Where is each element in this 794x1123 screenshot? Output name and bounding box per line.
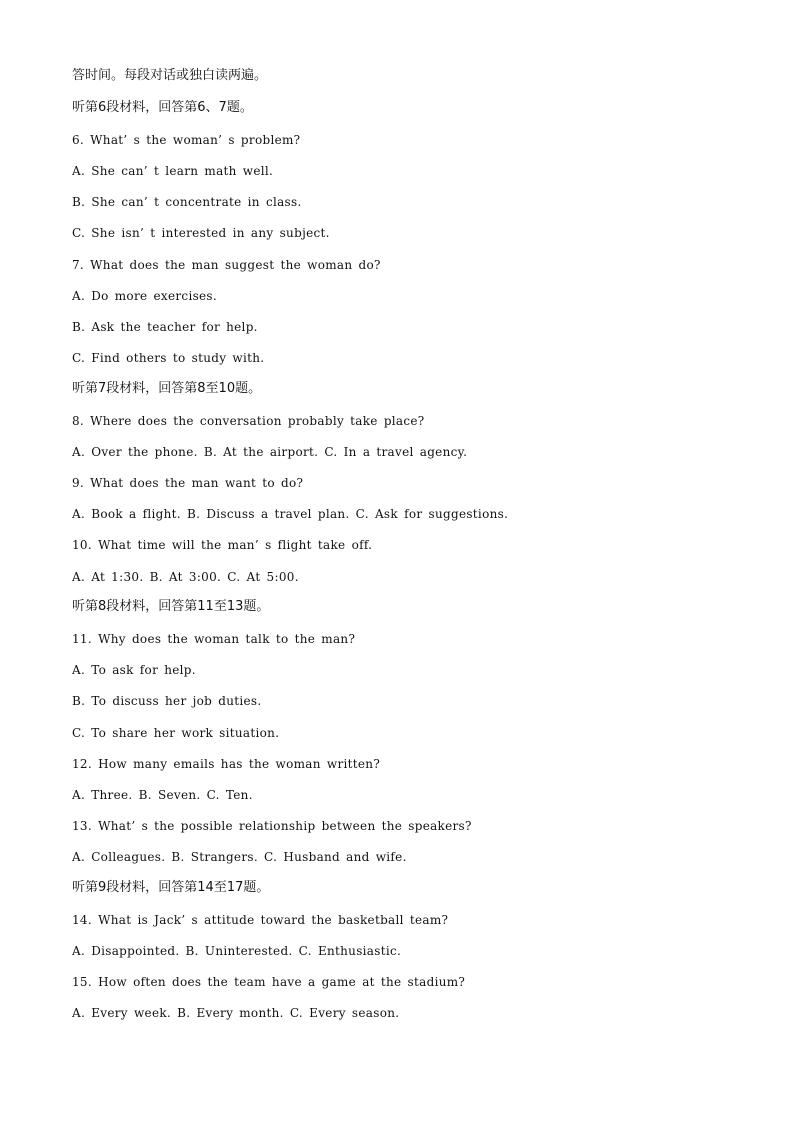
question-7-option-a: A. Do more exercises. — [72, 289, 218, 303]
question-12: 12. How many emails has the woman written? — [72, 757, 381, 771]
question-7-option-c: C. Find others to study with. — [72, 351, 265, 365]
question-9: 9. What does the man want to do? — [72, 476, 304, 490]
question-14: 14. What is Jack’ s attitude toward the basketball team? — [72, 913, 449, 927]
section-heading-7: 听第7段材料，回答第8至10题。 — [72, 381, 262, 396]
question-8: 8. Where does the conversation probably take place? — [72, 414, 425, 428]
question-7-option-b: B. Ask the teacher for help. — [72, 320, 258, 334]
question-12-options: A. Three. B. Seven. C. Ten. — [72, 788, 253, 802]
question-6-option-c: C. She isn’ t interested in any subject. — [72, 226, 330, 240]
question-15-options: A. Every week. B. Every month. C. Every season. — [72, 1006, 400, 1020]
question-6: 6. What’ s the woman’ s problem? — [72, 133, 301, 147]
question-6-option-a: A. She can’ t learn math well. — [72, 164, 274, 178]
question-7: 7. What does the man suggest the woman do? — [72, 258, 381, 272]
question-13-options: A. Colleagues. B. Strangers. C. Husband and wife. — [72, 850, 407, 864]
question-10: 10. What time will the man’ s flight take off. — [72, 538, 373, 552]
question-15: 15. How often does the team have a game at the stadium? — [72, 975, 466, 989]
question-11-option-b: B. To discuss her job duties. — [72, 694, 262, 708]
question-10-options: A. At 1:30. B. At 3:00. C. At 5:00. — [72, 570, 299, 584]
question-13: 13. What’ s the possible relationship between the speakers? — [72, 819, 472, 833]
question-8-options: A. Over the phone. B. At the airport. C. In a travel agency. — [72, 445, 468, 459]
section-heading-9: 听第9段材料，回答第14至17题。 — [72, 880, 270, 895]
question-11: 11. Why does the woman talk to the man? — [72, 632, 356, 646]
section-heading-8: 听第8段材料，回答第11至13题。 — [72, 599, 270, 614]
question-11-option-a: A. To ask for help. — [72, 663, 196, 677]
question-9-options: A. Book a flight. B. Discuss a travel plan. C. Ask for suggestions. — [72, 507, 509, 521]
question-14-options: A. Disappointed. B. Uninterested. C. Enthusiastic. — [72, 944, 402, 958]
question-6-option-b: B. She can’ t concentrate in class. — [72, 195, 302, 209]
instruction-text: 答时间。每段对话或独白读两遍。 — [72, 68, 268, 83]
question-11-option-c: C. To share her work situation. — [72, 726, 280, 740]
section-heading-6: 听第6段材料，回答第6、7题。 — [72, 100, 253, 115]
